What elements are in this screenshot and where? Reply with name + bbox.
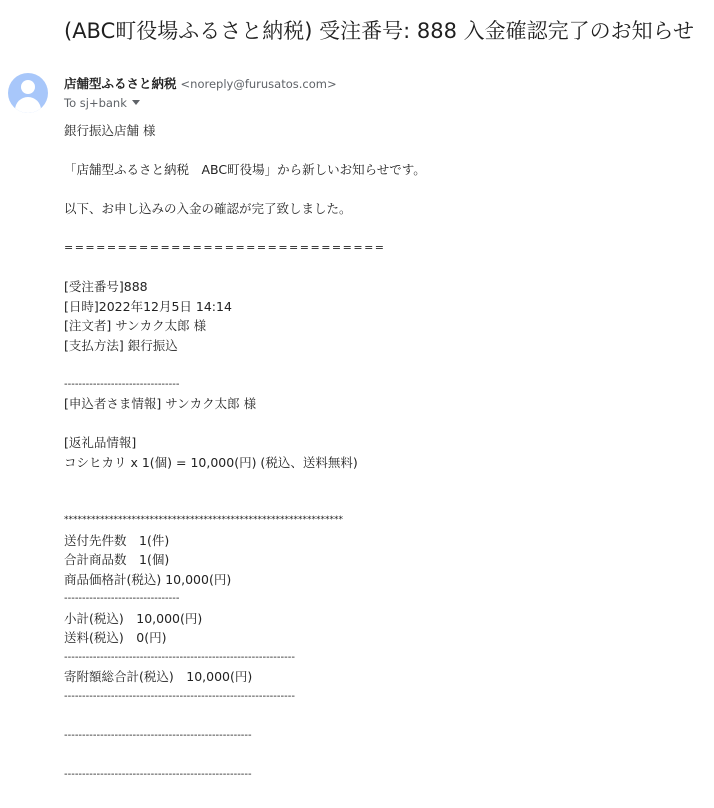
payment-method: [支払方法] 銀行振込 — [64, 337, 178, 353]
blank-line — [64, 492, 426, 512]
blank-line — [64, 355, 426, 375]
gift-info-label: [返礼品情報] — [64, 435, 137, 450]
blank-line — [64, 258, 426, 278]
recipient-label: To sj+bank — [64, 96, 127, 110]
gift-item: コシヒカリ x 1(個) = 10,000(円) (税込、送料無料) — [64, 454, 358, 470]
blank-line — [64, 706, 426, 726]
recipient-line[interactable] — [64, 95, 140, 111]
shipping-fee: 送料(税込) 0(円) — [64, 630, 167, 645]
donation-total: 寄附額総合計(税込) 10,000(円) — [64, 669, 253, 684]
order-number: [受注番号]888 — [64, 279, 148, 294]
separator-equals: ============================== — [64, 241, 386, 254]
sender-name[interactable]: 店舗型ふるさと納税 — [64, 76, 177, 91]
separator-dashes: -------------------------------- — [64, 593, 180, 604]
avatar-head — [21, 80, 35, 94]
separator-dashes-long: ---------------------------------------------------------------- — [64, 690, 295, 702]
separator-stars: ************************************************************** — [64, 515, 343, 525]
order-datetime: [日時]2022年12月5日 14:14 — [64, 298, 232, 314]
blank-line — [64, 180, 426, 200]
applicant-info: [申込者さま情報] サンカク太郎 様 — [64, 396, 257, 411]
chevron-down-icon[interactable] — [132, 100, 140, 105]
blank-line — [64, 141, 426, 161]
message-text: 以下、お申し込みの入金の確認が完了致しました。 — [64, 201, 352, 216]
avatar-body — [15, 97, 41, 113]
notice-text: 「店舗型ふるさと納税 ABC町役場」から新しいお知らせです。 — [64, 162, 426, 177]
blank-line — [64, 472, 426, 492]
total-items: 合計商品数 1(個) — [64, 552, 170, 567]
separator-dashes-long: ---------------------------------------------------------------- — [64, 651, 295, 663]
destination-count: 送付先件数 1(件) — [64, 532, 170, 548]
orderer-name: [注文者] サンカク太郎 様 — [64, 318, 207, 333]
email-subject: (ABC町役場ふるさと納税) 受注番号: 888 入金確認完了のお知らせ — [64, 19, 695, 43]
product-total: 商品価格計(税込) 10,000(円) — [64, 571, 232, 587]
blank-line — [64, 745, 426, 765]
separator-dashes-mid: ---------------------------------------------------- — [64, 768, 252, 780]
sender-email: <noreply@furusatos.com> — [180, 77, 337, 91]
separator-dashes-mid: ---------------------------------------------------- — [64, 729, 252, 741]
separator-dashes: -------------------------------- — [64, 378, 180, 390]
blank-line — [64, 219, 426, 239]
greeting: 銀行振込店舗 様 — [64, 123, 156, 138]
blank-line — [64, 414, 426, 434]
email-body — [64, 121, 426, 784]
subtotal: 小計(税込) 10,000(円) — [64, 610, 203, 626]
sender-avatar-icon[interactable] — [8, 73, 48, 113]
sender-line — [64, 75, 337, 93]
